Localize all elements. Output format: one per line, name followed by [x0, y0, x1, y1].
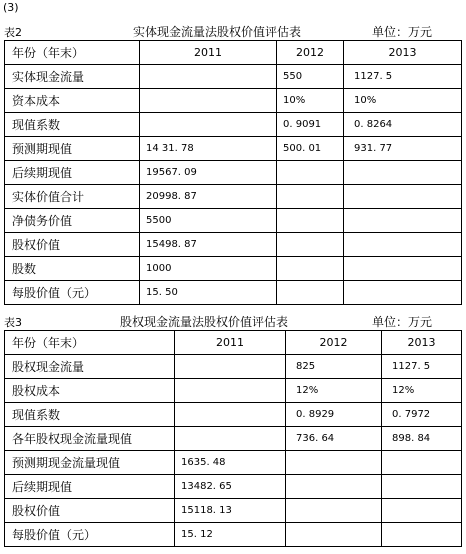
table2	[4, 40, 462, 305]
value-cell	[175, 379, 286, 403]
value-cell: 15. 50	[140, 281, 277, 305]
value-cell	[277, 161, 344, 185]
value-cell	[277, 281, 344, 305]
value-cell	[286, 499, 382, 523]
value-cell: 12%	[382, 379, 462, 403]
value-cell: 15118. 13	[175, 499, 286, 523]
table-row	[5, 185, 462, 209]
row-label-cell: 净债务价值	[5, 209, 140, 233]
value-cell: 825	[286, 355, 382, 379]
value-cell: 10%	[344, 89, 462, 113]
header-year-cell: 2011	[140, 41, 277, 65]
value-cell	[286, 475, 382, 499]
value-cell: 14 31. 78	[140, 137, 277, 161]
table-row	[5, 451, 462, 475]
table3-caption: 表3	[4, 316, 22, 329]
value-cell	[277, 233, 344, 257]
value-cell	[382, 499, 462, 523]
table3-title: 股权现金流量法股权价值评估表	[120, 315, 289, 329]
row-label-cell: 股数	[5, 257, 140, 281]
row-label-cell: 股权价值	[5, 499, 175, 523]
table-row	[5, 281, 462, 305]
row-label-cell: 各年股权现金流量现值	[5, 427, 175, 451]
value-cell: 15498. 87	[140, 233, 277, 257]
row-label-cell: 资本成本	[5, 89, 140, 113]
value-cell: 898. 84	[382, 427, 462, 451]
table-row	[5, 355, 462, 379]
value-cell	[344, 209, 462, 233]
value-cell	[277, 209, 344, 233]
table-header-row	[5, 331, 462, 355]
table2-unit: 单位：万元	[372, 25, 433, 39]
value-cell	[344, 185, 462, 209]
value-cell	[140, 113, 277, 137]
table-row	[5, 65, 462, 89]
table-row	[5, 113, 462, 137]
value-cell: 12%	[286, 379, 382, 403]
table-row	[5, 523, 462, 547]
table-row	[5, 161, 462, 185]
row-label-cell: 实体价值合计	[5, 185, 140, 209]
value-cell: 5500	[140, 209, 277, 233]
table-row	[5, 209, 462, 233]
row-label-cell: 实体现金流量	[5, 65, 140, 89]
row-label-cell: 股权价值	[5, 233, 140, 257]
row-label-cell: 现值系数	[5, 403, 175, 427]
row-label-cell: 每股价值（元）	[5, 281, 140, 305]
table3	[4, 330, 462, 547]
row-label-cell: 股权现金流量	[5, 355, 175, 379]
value-cell	[277, 257, 344, 281]
table-row	[5, 427, 462, 451]
value-cell: 736. 64	[286, 427, 382, 451]
value-cell	[277, 185, 344, 209]
value-cell: 19567. 09	[140, 161, 277, 185]
value-cell	[286, 523, 382, 547]
header-label-cell: 年份（年末）	[5, 331, 175, 355]
value-cell: 1127. 5	[344, 65, 462, 89]
value-cell: 0. 9091	[277, 113, 344, 137]
value-cell	[382, 451, 462, 475]
value-cell: 15. 12	[175, 523, 286, 547]
table3-unit: 单位：万元	[372, 315, 433, 329]
value-cell	[140, 65, 277, 89]
value-cell	[175, 427, 286, 451]
value-cell: 931. 77	[344, 137, 462, 161]
header-year-cell: 2012	[277, 41, 344, 65]
value-cell	[175, 403, 286, 427]
row-label-cell: 后续期现值	[5, 475, 175, 499]
table-row	[5, 403, 462, 427]
value-cell: 0. 8929	[286, 403, 382, 427]
value-cell	[382, 475, 462, 499]
value-cell: 500. 01	[277, 137, 344, 161]
value-cell	[344, 281, 462, 305]
row-label-cell: 后续期现值	[5, 161, 140, 185]
header-year-cell: 2011	[175, 331, 286, 355]
value-cell	[140, 89, 277, 113]
header-year-cell: 2013	[344, 41, 462, 65]
row-label-cell: 股权成本	[5, 379, 175, 403]
row-label-cell: 现值系数	[5, 113, 140, 137]
value-cell	[344, 257, 462, 281]
value-cell: 550	[277, 65, 344, 89]
section-marker: (3)	[3, 1, 19, 14]
header-year-cell: 2013	[382, 331, 462, 355]
table-row	[5, 233, 462, 257]
row-label-cell: 预测期现金流量现值	[5, 451, 175, 475]
value-cell: 0. 8264	[344, 113, 462, 137]
table-row	[5, 137, 462, 161]
table2-caption: 表2	[4, 26, 22, 39]
table-row	[5, 257, 462, 281]
row-label-cell: 每股价值（元）	[5, 523, 175, 547]
header-year-cell: 2012	[286, 331, 382, 355]
value-cell: 10%	[277, 89, 344, 113]
table-row	[5, 379, 462, 403]
table-row	[5, 475, 462, 499]
table2-title: 实体现金流量法股权价值评估表	[133, 25, 302, 39]
value-cell: 1000	[140, 257, 277, 281]
value-cell: 1127. 5	[382, 355, 462, 379]
table-row	[5, 89, 462, 113]
table-header-row	[5, 41, 462, 65]
value-cell	[344, 233, 462, 257]
table-row	[5, 499, 462, 523]
value-cell	[175, 355, 286, 379]
value-cell: 20998. 87	[140, 185, 277, 209]
value-cell	[344, 161, 462, 185]
value-cell	[382, 523, 462, 547]
value-cell: 1635. 48	[175, 451, 286, 475]
value-cell: 0. 7972	[382, 403, 462, 427]
value-cell	[286, 451, 382, 475]
value-cell: 13482. 65	[175, 475, 286, 499]
header-label-cell: 年份（年末）	[5, 41, 140, 65]
row-label-cell: 预测期现值	[5, 137, 140, 161]
